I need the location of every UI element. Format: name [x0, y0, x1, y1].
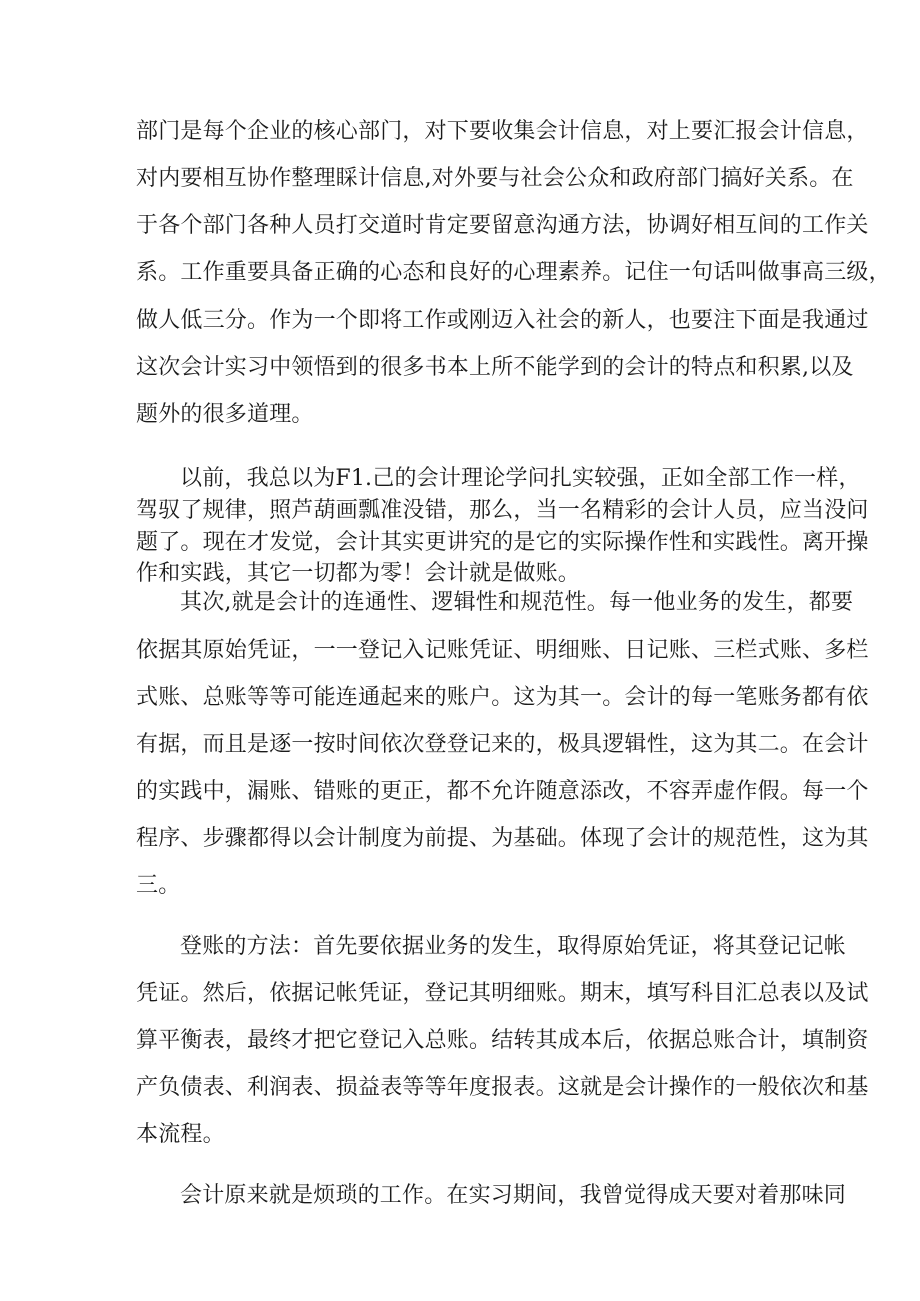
text-line: 对内要相互协作整理睬计信息,对外要与社会公众和政府部门搞好关系。在: [136, 166, 854, 191]
text-line: 三。: [136, 873, 181, 898]
text-line: 以前，我总以为F1.己的会计理论学问扎实较强，正如全部工作一样，: [180, 466, 861, 491]
text-line: 凭证。然后，依据记帐凭证，登记其明细账。期末，填写科目汇总表以及试: [136, 981, 869, 1006]
text-line: 产负债表、利润表、损益表等等年度报表。这就是会计操作的一般依次和基: [136, 1075, 869, 1100]
text-line: 有据，而且是逐一按时间依次登登记来的，极具逻辑性，这为其二。在会计: [136, 732, 869, 757]
text-line: 题了。现在才发觉，会计其实更讲究的是它的实际操作性和实践性。离开操: [136, 530, 869, 555]
text-line: 驾驭了规律，照芦葫画瓢准没错，那么，当一名精彩的会计人员，应当没问: [136, 498, 869, 523]
text-line: 本流程。: [136, 1122, 225, 1147]
text-line: 部门是每个企业的核心部门，对下要收集会计信息，对上要汇报会计信息，: [136, 119, 869, 144]
text-line: 做人低三分。作为一个即将工作或刚迈入社会的新人，也要注下面是我通过: [136, 308, 869, 333]
text-line: 其次,就是会计的连通性、逻辑性和规范性。每一他业务的发生，都要: [180, 590, 854, 615]
text-line: 式账、总账等等可能连通起来的账户。这为其一。会计的每一笔账务都有依: [136, 685, 869, 710]
text-line: 作和实践，其它一切都为零！会计就是做账。: [136, 561, 581, 586]
text-line: 系。工作重要具备正确的心态和良好的心理素养。记住一句话叫做事高三级，: [136, 260, 891, 285]
text-line: 依据其原始凭证，一一登记入记账凭证、明细账、日记账、三栏式账、多栏: [136, 638, 869, 663]
text-line: 这次会计实习中领悟到的很多书本上所不能学到的会计的特点和积累,以及: [136, 355, 854, 380]
text-line: 会计原来就是烦琐的工作。在实习期间，我曾觉得成天要对着那味同: [180, 1183, 847, 1208]
text-line: 于各个部门各种人员打交道时肯定要留意沟通方法，协调好相互间的工作关: [136, 213, 869, 238]
text-line: 登账的方法：首先要依据业务的发生，取得原始凭证，将其登记记帐: [180, 934, 847, 959]
text-line: 的实践中，漏账、错账的更正，都不允许随意添改，不容弄虚作假。每一个: [136, 779, 869, 804]
text-line: 算平衡表，最终才把它登记入总账。结转其成本后，依据总账合计，填制资: [136, 1028, 869, 1053]
text-line: 题外的很多道理。: [136, 402, 314, 427]
text-line: 程序、步骤都得以会计制度为前提、为基础。体现了会计的规范性，这为其: [136, 826, 869, 851]
